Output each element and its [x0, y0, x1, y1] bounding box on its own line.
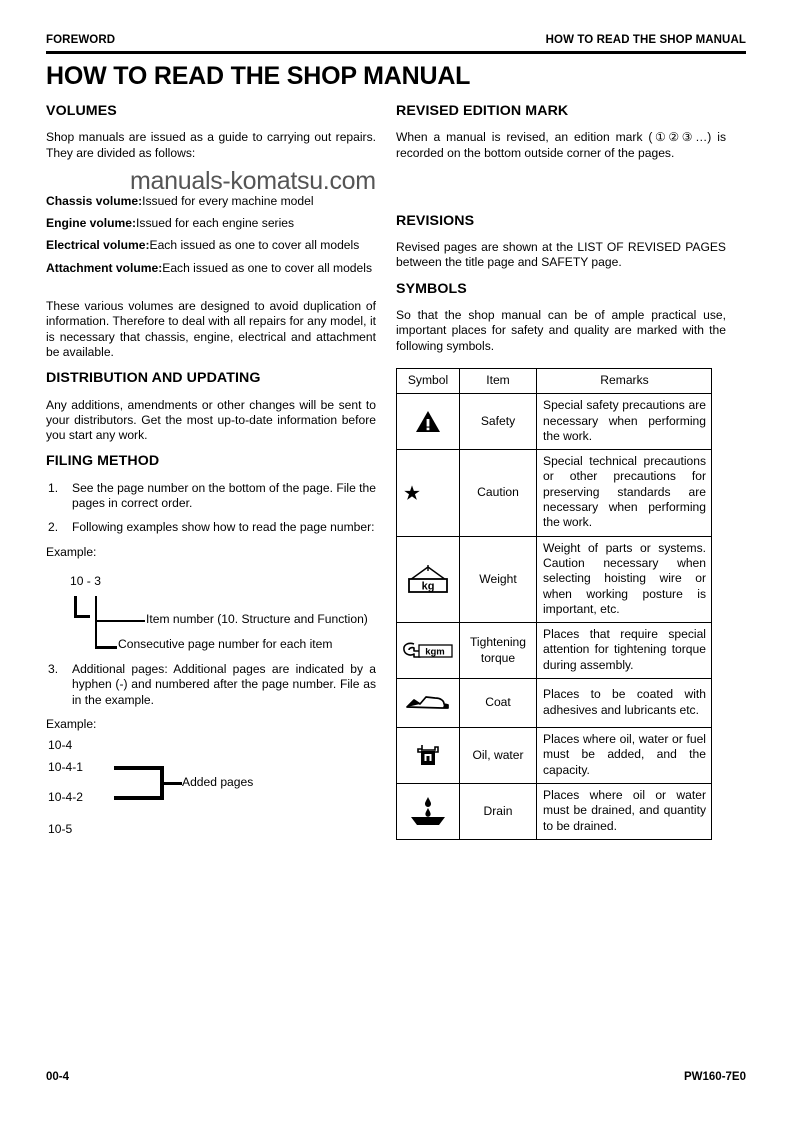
- column-header-symbol: Symbol: [397, 368, 460, 393]
- remarks-cell: Places where oil or water must be drained, and quantity to be drained.: [537, 783, 712, 839]
- item-cell: Drain: [460, 783, 537, 839]
- table-row: [397, 783, 712, 839]
- example-consecutive-label: Consecutive page number for each item: [118, 636, 333, 651]
- added-pages-label: Added pages: [182, 775, 254, 790]
- column-header-remarks: Remarks: [537, 368, 712, 393]
- list-item-text: Additional pages: Additional pages are indicated by a hyphen (-) and numbered after the page number. File as in the example.: [72, 661, 376, 707]
- page-title: HOW TO READ THE SHOP MANUAL: [46, 62, 471, 90]
- header-right-text: HOW TO READ THE SHOP MANUAL: [545, 34, 746, 46]
- leader-line-item: [95, 620, 145, 622]
- example-page-entry: 10-4-1: [48, 760, 83, 775]
- example-page-entry: 10-4-2: [48, 790, 83, 805]
- volume-definition: [46, 238, 376, 253]
- list-item: [46, 481, 376, 512]
- item-cell: Weight: [460, 536, 537, 622]
- item-cell: Oil, water: [460, 728, 537, 784]
- leader-line-horizontal-left: [74, 615, 90, 618]
- header-left-text: FOREWORD: [46, 34, 116, 46]
- list-item-text: See the page number on the bottom of the page. File the pages in correct order.: [72, 480, 376, 511]
- remarks-cell: Weight of parts or systems. Caution necessary when selecting hoisting wire or when working posture is important, etc.: [537, 536, 712, 622]
- example-page-number: 10 - 3: [70, 573, 101, 588]
- remarks-cell: Special safety precautions are necessary when performing the work.: [537, 394, 712, 450]
- volume-term: Engine volume:: [46, 216, 137, 231]
- leader-line-consecutive: [95, 646, 117, 649]
- remarks-cell: Places where oil, water or fuel must be added, and the capacity.: [537, 728, 712, 784]
- filing-method-list: [46, 481, 376, 536]
- section-heading-distribution: DISTRIBUTION AND UPDATING: [46, 370, 261, 387]
- symbol-cell: [397, 679, 460, 728]
- item-cell: Tightening torque: [460, 623, 537, 679]
- volume-desc: Each issued as one to cover all models: [162, 260, 372, 275]
- warning-triangle-icon: [397, 398, 459, 446]
- footer-page-number: 00-4: [46, 1071, 70, 1083]
- weight-kg-icon: [397, 555, 459, 603]
- section-heading-volumes: VOLUMES: [46, 103, 117, 119]
- volume-term: Chassis volume:: [46, 193, 143, 208]
- table-header-row: [397, 368, 712, 393]
- table-row: [397, 394, 712, 450]
- drain-pan-icon: [397, 787, 459, 835]
- symbol-cell: [397, 450, 460, 536]
- list-item-number: 3.: [48, 661, 59, 676]
- list-item: [46, 662, 376, 708]
- bracket-stub: [164, 782, 182, 785]
- list-item: [46, 520, 376, 535]
- item-cell: Coat: [460, 679, 537, 728]
- table-row: [397, 728, 712, 784]
- distribution-body: Any additions, amendments or other changes will be sent to your distributors. Get the most up-to-date information before you start any work.: [46, 397, 376, 443]
- section-heading-revised-edition-mark: REVISED EDITION MARK: [396, 103, 569, 119]
- svg-text:kg: kg: [421, 580, 435, 593]
- section-heading-revisions: REVISIONS: [396, 212, 475, 229]
- symbol-cell: [397, 728, 460, 784]
- symbols-table: [396, 368, 712, 840]
- example-label-1: Example:: [46, 544, 97, 559]
- remarks-cell: Places to be coated with adhesives and lubricants etc.: [537, 679, 712, 728]
- column-header-item: Item: [460, 368, 537, 393]
- coat-brush-icon: [397, 679, 459, 727]
- symbol-cell: [397, 783, 460, 839]
- volume-term: Electrical volume:: [46, 238, 150, 253]
- symbol-cell: [397, 394, 460, 450]
- item-cell: Safety: [460, 394, 537, 450]
- section-heading-filing-method: FILING METHOD: [46, 453, 160, 470]
- remarks-cell: Places that require special attention for tightening torque during assembly.: [537, 623, 712, 679]
- volumes-outro: These various volumes are designed to avoid duplication of information. Therefore to deal with all repairs for any model, it is necessary that chassis, engine, electrical and attachment be available.: [46, 299, 376, 359]
- example-page-entry: 10-4: [48, 738, 73, 753]
- list-item-number: 1.: [48, 480, 59, 495]
- oil-can-icon: [397, 731, 459, 779]
- symbol-cell: [397, 536, 460, 622]
- leader-line-vertical-mid: [95, 596, 97, 648]
- left-column: [46, 104, 376, 840]
- section-heading-symbols: SYMBOLS: [396, 280, 467, 297]
- footer-model-code: PW160-7E0: [683, 1071, 746, 1083]
- volume-desc: Each issued as one to cover all models: [149, 238, 360, 253]
- symbols-body: So that the shop manual can be of ample practical use, important places for safety and quality are marked with the following symbols.: [396, 308, 726, 353]
- volume-definition: [46, 216, 376, 231]
- right-column: [396, 104, 726, 840]
- volumes-intro: Shop manuals are issued as a guide to carrying out repairs. They are divided as follows:: [46, 130, 376, 160]
- table-row: [397, 450, 712, 536]
- bracket-bottom-arm: [114, 796, 164, 800]
- header-rule: [46, 51, 746, 54]
- filing-method-list-continued: [46, 662, 376, 708]
- item-cell: Caution: [460, 450, 537, 536]
- example-label-2: Example:: [46, 716, 97, 731]
- svg-text:kgm: kgm: [425, 646, 445, 658]
- symbol-cell: [397, 623, 460, 679]
- table-row: [397, 536, 712, 622]
- watermark: manuals-komatsu.com: [130, 167, 376, 195]
- volume-definition: [46, 261, 376, 276]
- bracket-top-arm: [114, 766, 164, 770]
- running-header: [46, 34, 746, 46]
- revisions-body: Revised pages are shown at the LIST OF REVISED PAGES between the title page and SAFETY page.: [396, 240, 726, 270]
- list-item-text: Following examples show how to read the page number:: [72, 520, 375, 535]
- added-pages-example-diagram: [46, 738, 376, 840]
- volume-definition: [46, 194, 376, 209]
- remarks-cell: Special technical precautions or other precautions for preserving standards are necessary when performing the work.: [537, 450, 712, 536]
- volume-desc: Issued for every machine model: [142, 193, 314, 208]
- star-icon: [397, 469, 459, 517]
- page-number-example-diagram: [46, 574, 376, 656]
- table-row: [397, 679, 712, 728]
- revised-edition-mark-body: When a manual is revised, an edition mark (①②③…) is recorded on the bottom outside corner of the pages.: [396, 130, 726, 160]
- torque-wrench-kgm-icon: [397, 627, 459, 675]
- table-row: [397, 623, 712, 679]
- example-page-entry: 10-5: [48, 822, 73, 837]
- volume-desc: Issued for each engine series: [136, 216, 295, 231]
- volume-term: Attachment volume:: [46, 260, 163, 275]
- example-item-number-label: Item number (10. Structure and Function): [146, 611, 368, 626]
- page-footer: [46, 1071, 746, 1083]
- list-item-number: 2.: [48, 520, 59, 535]
